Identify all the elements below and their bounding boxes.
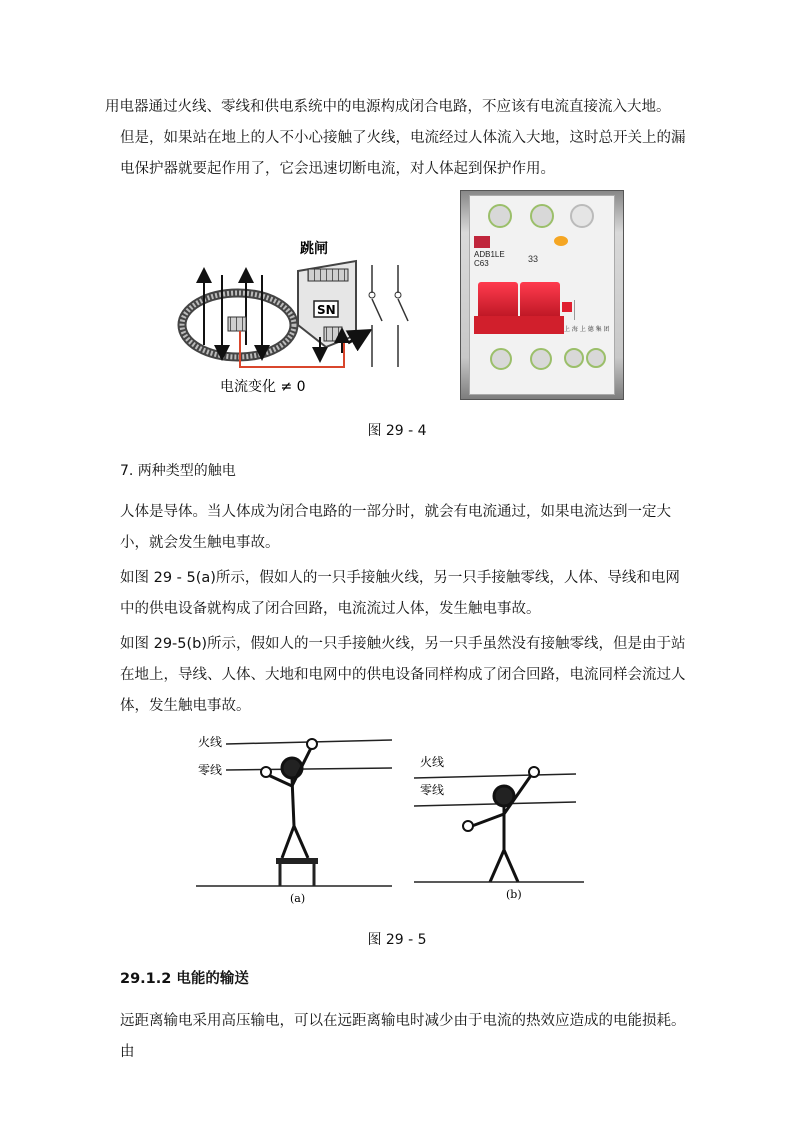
sn-label: SN [317, 303, 336, 317]
electric-shock-illustration [196, 730, 584, 912]
paragraph-human-conductor: 人体是导体。当人体成为闭合电路的一部分时，就会有电流通过，如果电流达到一定大 小，就会发生触电事故。 [120, 504, 671, 551]
figure-caption-29-4: 图 29 - 4 [367, 423, 427, 439]
test-button [562, 302, 572, 312]
leakage-protector-diagram [176, 235, 420, 397]
screw-icon [564, 348, 584, 368]
paragraph-figure-a: 如图 29 - 5(a)所示，假如人的一只手接触火线，另一只手接触零线，人体、导线和电网中的供电设备就构成了闭合回路，电流流过人体，发生触电事故。 [120, 570, 680, 617]
paragraph-leakage-protection: 用电器通过火线、零线和供电系统中的电源构成闭合电路，不应该有电流直接流入大地。 但是，如果站在地上的人不小心接触了火线，电流经过人体流入大地，这时总开关上的漏电保护器就要起作用了，它会迅速切断电流，对人体起到保护作用。 [105, 99, 686, 177]
screw-icon [490, 348, 512, 370]
section-title-electric-shock: 7. 两种类型的触电 [120, 463, 236, 479]
panel-label-a: (a) [290, 892, 306, 905]
paragraph-figure-b: 如图 29-5(b)所示，假如人的一只手接触火线，另一只手虽然没有接触零线，但是由于站在地上，导线、人体、大地和电网中的供电设备同样构成了闭合回路，电流同样会流过人体，发生触电事故。 [120, 636, 686, 714]
screw-icon [570, 204, 594, 228]
brand-logo [474, 236, 490, 248]
panel-label-b: (b) [506, 888, 522, 901]
screw-icon [488, 204, 512, 228]
rating-label: C63 [474, 259, 489, 268]
screw-icon [530, 204, 554, 228]
contact-mark: 33 [528, 254, 539, 264]
figure-caption-29-5: 图 29 - 5 [367, 932, 427, 948]
paragraph-high-voltage: 远距离输电采用高压输电，可以在远距离输电时减少由于电流的热效应造成的电能损耗。由 [120, 1013, 686, 1060]
neutral-wire-label-a: 零线 [198, 763, 223, 777]
current-change-label: 电流变化 ≠ 0 [220, 379, 306, 395]
model-label: ADB1LE [474, 250, 505, 259]
screw-icon [586, 348, 606, 368]
breaker-photo [460, 190, 624, 400]
brand-emblem-icon [554, 236, 568, 246]
live-wire-label-b: 火线 [420, 755, 445, 769]
section-heading-power-transmission: 29.1.2 电能的输送 [120, 971, 249, 987]
screw-icon [530, 348, 552, 370]
live-wire-label-a: 火线 [198, 735, 223, 749]
manufacturer-text: 上 海 上 德 集 团 [564, 326, 610, 333]
neutral-wire-label-b: 零线 [420, 783, 445, 797]
trip-label: 跳闸 [300, 241, 328, 257]
